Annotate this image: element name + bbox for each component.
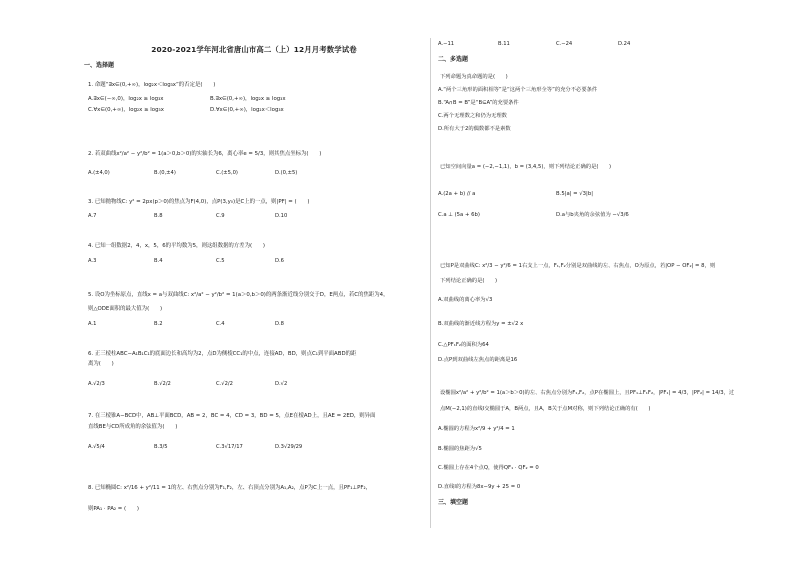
question-5-options — [88, 321, 388, 328]
question-12-option-c: C.椭圆上存在4个点Q，使得QF₁ · QF₂ = 0 — [438, 465, 539, 471]
question-6-options — [88, 381, 388, 388]
question-8-option-d: D.24 — [618, 41, 631, 47]
question-4-option-d: D.6 — [275, 258, 284, 264]
question-5-option-a: A.1 — [88, 321, 97, 327]
question-10-option-d: D.a与b夹角的余弦值为 −√3/6 — [556, 212, 629, 218]
question-2-option-c: C.(±5,0) — [216, 170, 238, 176]
question-9-option-b: B.“A∩B = B”是“B⊆A”的充要条件 — [438, 100, 519, 106]
question-7-stem-line-2: 直线BE与CD所成角的余弦值为( ) — [88, 424, 178, 430]
question-4-option-c: C.5 — [216, 258, 225, 264]
question-6-option-b: B.√2/2 — [154, 381, 171, 387]
section-heading-choice: 一、选择题 — [84, 62, 115, 69]
question-12-option-d: D.直线l的方程为8x−9y + 25 = 0 — [438, 484, 521, 490]
question-11-stem-line-2: 下列结论正确的是( ) — [440, 278, 498, 284]
question-6-stem-line-2: 离为( ) — [88, 361, 114, 367]
question-3-option-d: D.10 — [275, 213, 288, 219]
question-8-options — [438, 41, 738, 48]
question-1-option-a: A.∃x∈(−∞,0)，log₂x ≥ log₃x — [88, 96, 164, 102]
question-5-option-c: C.4 — [216, 321, 225, 327]
question-11-option-d: D.点P到双曲线左焦点的距离是16 — [438, 357, 518, 363]
question-9-option-c: C.两个无理数之和仍为无理数 — [438, 113, 507, 119]
question-12-option-a: A.椭圆的方程为x²/9 + y²/4 = 1 — [438, 426, 515, 432]
question-6-stem-line-1: 6. 正三棱柱ABC−A₁B₁C₁的底面边长和高均为2，点D为侧棱CC₁的中点，连接AD，BD，则点C₁到平面ABD的距 — [88, 351, 357, 357]
question-9-option-d: D.所有大于2的偶数都不是素数 — [438, 126, 511, 132]
question-10-option-c: C.a ⊥ (5a + 6b) — [438, 212, 480, 218]
question-3-option-c: C.9 — [216, 213, 225, 219]
section-heading-multi-choice: 二、多选题 — [438, 56, 469, 63]
question-5-stem-line-2: 则△ODE面积的最大值为( ) — [88, 306, 163, 312]
question-5-option-b: B.2 — [154, 321, 163, 327]
question-11-option-a: A.双曲线的离心率为√3 — [438, 297, 493, 303]
question-8-stem-line-2: 则PA₁ · PA₂ = ( ) — [88, 506, 139, 512]
question-7-stem-line-1: 7. 在三棱锥A−BCD中，AB⊥平面BCD，AB = 2，BC = 4，CD = 3，BD = 5，点E在棱AD上，且AE = 2ED，则异面 — [88, 413, 376, 419]
question-5-option-d: D.8 — [275, 321, 284, 327]
question-8-stem-line-1: 8. 已知椭圆C: x²/16 + y²/11 = 1的左、右焦点分别为F₁,F₂，左、右顶点分别为A₁,A₂，点P为C上一点，且PF₁⊥PF₂， — [88, 485, 372, 491]
question-11-option-b: B.双曲线的渐近线方程为y = ±√2 x — [438, 321, 524, 327]
question-7-option-a: A.√5/4 — [88, 444, 105, 450]
question-11-stem-line-1: 已知P是双曲线C: x²/3 − y²/6 = 1右支上一点，F₁,F₂分别是双曲线的左、右焦点，O为原点，若|OP − OF₂| = 8，则 — [440, 263, 716, 269]
question-6-option-a: A.√2/3 — [88, 381, 105, 387]
question-9-stem: 下列命题为真命题的是( ) — [440, 74, 508, 80]
question-1-option-c: C.∀x∈(0,+∞)，log₂x ≥ log₃x — [88, 107, 164, 113]
question-7-option-d: D.3√29/29 — [275, 444, 303, 450]
question-10-option-b: B.5|a| = √3|b| — [556, 191, 593, 197]
question-1-option-d: D.∀x∈(0,+∞)，log₂x＜log₃x — [210, 107, 284, 113]
column-divider — [430, 38, 431, 528]
question-2-option-d: D.(0,±5) — [275, 170, 298, 176]
question-12-option-b: B.椭圆的焦距为√5 — [438, 446, 482, 452]
question-4-option-b: B.4 — [154, 258, 163, 264]
question-1-stem: 1. 命题“∃x∈(0,+∞)，log₂x＜log₃x”的否定是( ) — [88, 82, 216, 88]
question-3-stem: 3. 已知抛物线C: y² = 2px(p＞0)的焦点为F(4,0)，点P(3,y₀)是C上的一点，则|PF| = ( ) — [88, 199, 310, 205]
question-12-stem-line-2: 点M(−2,1)的直线l交椭圆于A，B两点，且A，B关于点M对称，则下列结论正确的有( ) — [440, 406, 651, 412]
question-7-options — [88, 444, 388, 451]
question-2-stem: 2. 若双曲线x²/a² − y²/b² = 1(a＞0,b＞0)的实轴长为6，离心率e = 5/3，则其焦点坐标为( ) — [88, 151, 322, 157]
question-4-stem: 4. 已知一组数据2，4，x，5，6的平均数为5，则这组数据的方差为( ) — [88, 243, 265, 249]
question-2-option-a: A.(±4,0) — [88, 170, 110, 176]
left-column — [84, 0, 424, 562]
question-8-option-c: C.−24 — [556, 41, 573, 47]
question-6-option-c: C.√2/2 — [216, 381, 233, 387]
question-4-option-a: A.3 — [88, 258, 97, 264]
section-heading-fill-blank: 三、填空题 — [438, 499, 469, 506]
question-3-option-b: B.8 — [154, 213, 163, 219]
question-1-option-b: B.∃x∈(0,+∞)，log₂x ≥ log₃x — [210, 96, 286, 102]
question-6-option-d: D.√2 — [275, 381, 288, 387]
question-7-option-c: C.3√17/17 — [216, 444, 243, 450]
question-4-options — [88, 258, 388, 265]
question-2-options — [88, 170, 388, 177]
question-3-options — [88, 213, 388, 220]
question-2-option-b: B.(0,±4) — [154, 170, 176, 176]
right-column — [438, 0, 778, 562]
question-7-option-b: B.3/5 — [154, 444, 168, 450]
question-11-option-c: C.△PF₁F₂的面积为64 — [438, 342, 489, 348]
question-10-option-a: A.(2a + b) // a — [438, 191, 476, 197]
question-3-option-a: A.7 — [88, 213, 97, 219]
question-9-option-a: A.“两个三角形的面积相等”是“这两个三角形全等”的充分不必要条件 — [438, 87, 598, 93]
question-5-stem-line-1: 5. 设O为坐标原点，直线x = a与双曲线C: x²/a² − y²/b² = 1(a＞0,b＞0)的两条渐近线分别交于D，E两点，若C的焦距为4， — [88, 292, 389, 298]
question-12-stem-line-1: 设椭圆x²/a² + y²/b² = 1(a＞b＞0)的左、右焦点分别为F₁,F₂，点P在椭圆上，且PF₁⊥F₁F₂，|PF₁| = 4/3，|PF₂| = 14/3，过 — [440, 390, 735, 396]
question-10-stem: 已知空间向量a = (−2,−1,1)，b = (3,4,5)，则下列结论正确的是( ) — [440, 164, 612, 170]
question-8-option-b: B.11 — [498, 41, 510, 47]
question-8-option-a: A.−11 — [438, 41, 455, 47]
exam-title: 2020-2021学年河北省唐山市高二（上）12月月考数学试卷 — [151, 45, 357, 54]
